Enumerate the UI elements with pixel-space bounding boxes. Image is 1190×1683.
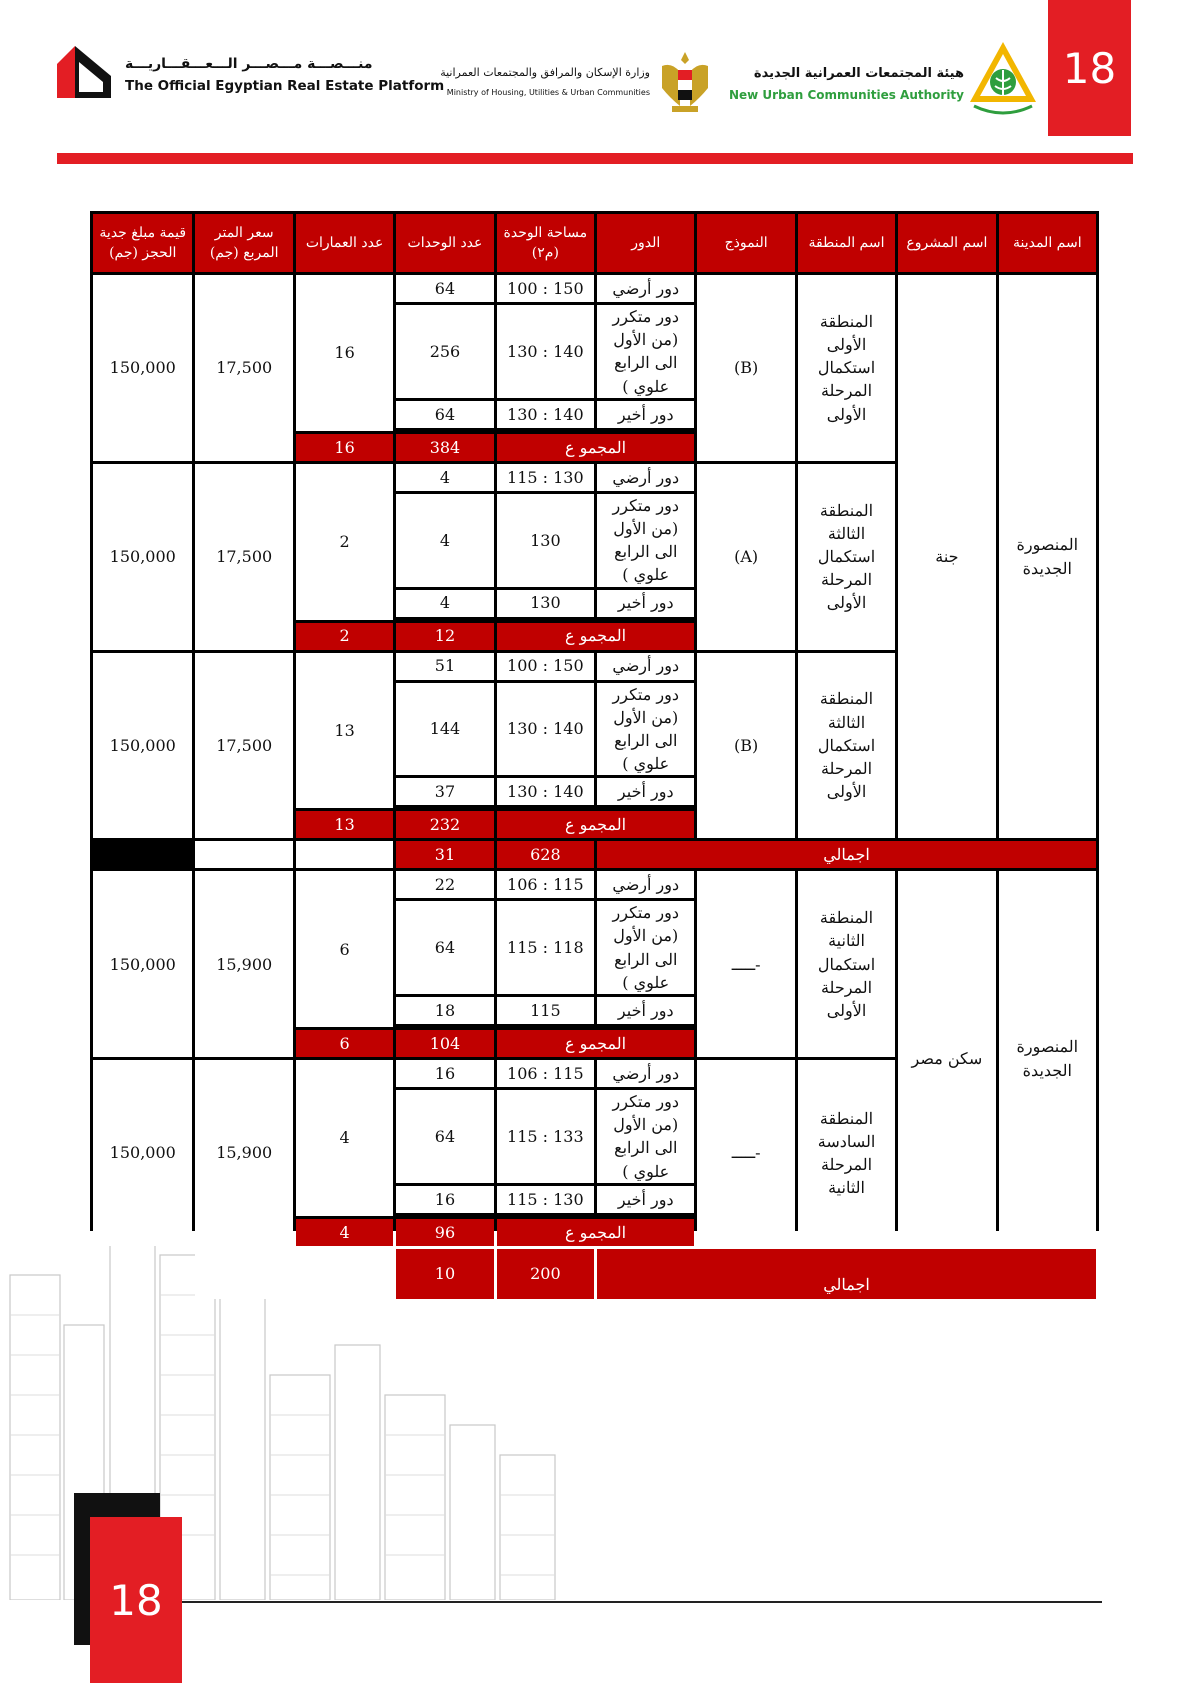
unit-area: 115 : 106 <box>497 871 594 898</box>
page-number-bottom: 18 <box>90 1517 182 1683</box>
subtotal-label: المجمو ع <box>497 1219 695 1246</box>
unit-count: 4 <box>396 494 493 587</box>
header-unit-area: مساحة الوحدة (م٢) <box>497 214 594 272</box>
unit-count: 144 <box>396 683 493 776</box>
grand-total-row <box>93 1249 1096 1299</box>
table-row <box>93 871 1096 898</box>
header-city: اسم المدينة <box>999 214 1096 272</box>
building-count: 6 <box>296 871 393 1027</box>
price-per-meter: 17,500 <box>195 464 292 650</box>
subtotal-label: المجمو ع <box>497 811 695 838</box>
floor-last: دور أخير <box>597 590 694 617</box>
subtotal-units: 96 <box>396 1219 493 1246</box>
nuca-logo <box>730 40 1040 120</box>
floor-last: دور أخير <box>597 1186 694 1213</box>
deposit: 150,000 <box>93 871 192 1057</box>
unit-area: 130 <box>497 494 594 587</box>
units-table <box>90 211 1099 1295</box>
ministry-name-ar: وزارة الإسكان والمرافق والمجتمعات العمرانية <box>440 66 650 79</box>
unit-area: 140 : 130 <box>497 305 594 398</box>
floor-ground: دور أرضي <box>597 653 694 680</box>
unit-count: 256 <box>396 305 493 398</box>
zone-name: المنطقة الثالثة استكمال المرحلة الأولى <box>798 464 895 650</box>
subtotal-label: المجمو ع <box>497 623 695 650</box>
ministry-logo <box>440 48 712 118</box>
floor-repeated: دور متكرر (من الأول الى الرابع علوي ) <box>597 1090 694 1183</box>
subtotal-label: المجمو ع <box>497 434 695 461</box>
grand-total-label: اجمالي <box>597 1249 1096 1299</box>
grand-total-units: 628 <box>497 841 594 868</box>
table-row <box>93 275 1096 302</box>
header-model: النموذج <box>697 214 794 272</box>
model: (B) <box>697 653 794 839</box>
unit-area: 150 : 100 <box>497 653 594 680</box>
unit-count: 51 <box>396 653 493 680</box>
unit-count: 18 <box>396 997 493 1024</box>
zone-name: المنطقة الثانية استكمال المرحلة الأولى <box>798 871 895 1057</box>
price-per-meter: 15,900 <box>195 1060 292 1246</box>
subtotal-label: المجمو ع <box>497 1030 695 1057</box>
unit-area: 130 : 115 <box>497 464 594 491</box>
subtotal-buildings: 13 <box>296 811 393 838</box>
nuca-name-ar: هيئة المجتمعات العمرانية الجديدة <box>753 66 964 81</box>
price-per-meter: 17,500 <box>195 275 292 461</box>
floor-repeated: دور متكرر (من الأول الى الرابع علوي ) <box>597 305 694 398</box>
subtotal-units: 12 <box>396 623 493 650</box>
header-floor: الدور <box>597 214 694 272</box>
subtotal-units: 384 <box>396 434 493 461</box>
subtotal-buildings: 6 <box>296 1030 393 1057</box>
floor-last: دور أخير <box>597 997 694 1024</box>
unit-area: 130 : 115 <box>497 1186 594 1213</box>
header-deposit: قيمة مبلغ جدية الحجز (جم) <box>93 214 192 272</box>
unit-count: 64 <box>396 401 493 428</box>
floor-repeated: دور متكرر (من الأول الى الرابع علوي ) <box>597 901 694 994</box>
egypt-eagle-icon <box>658 48 712 118</box>
floor-ground: دور أرضي <box>597 464 694 491</box>
floor-repeated: دور متكرر (من الأول الى الرابع علوي ) <box>597 494 694 587</box>
nuca-name-en: New Urban Communities Authority <box>728 88 964 102</box>
ministry-name-en: Ministry of Housing, Utilities & Urban Communities <box>446 88 650 97</box>
floor-ground: دور أرضي <box>597 275 694 302</box>
grand-total-label: اجمالي <box>597 841 1096 868</box>
unit-area: 140 : 130 <box>497 778 594 805</box>
header-divider <box>57 153 1133 164</box>
unit-area: 133 : 115 <box>497 1090 594 1183</box>
floor-ground: دور أرضي <box>597 1060 694 1087</box>
building-count: 16 <box>296 275 393 431</box>
unit-count: 16 <box>396 1060 493 1087</box>
zone-name: المنطقة السادسة المرحلة الثانية <box>798 1060 895 1246</box>
empty-cell <box>195 841 292 868</box>
unit-area: 140 : 130 <box>497 683 594 776</box>
unit-count: 64 <box>396 275 493 302</box>
unit-area: 115 <box>497 997 594 1024</box>
empty-cell <box>195 1249 292 1299</box>
grand-total-buildings: 31 <box>396 841 493 868</box>
unit-area: 130 <box>497 590 594 617</box>
deposit: 150,000 <box>93 1060 192 1246</box>
city-name: المنصورة الجديدة <box>999 871 1096 1246</box>
grand-total-buildings: 10 <box>396 1249 493 1299</box>
deposit: 150,000 <box>93 275 192 461</box>
platform-name-ar: منـــصـــة مـــصـــر الـــعـــقـــاريـــة <box>125 56 373 72</box>
unit-count: 37 <box>396 778 493 805</box>
header-unit-count: عدد الوحدات <box>396 214 493 272</box>
subtotal-units: 232 <box>396 811 493 838</box>
unit-area: 115 : 106 <box>497 1060 594 1087</box>
model: -ـــــ <box>697 1060 794 1246</box>
unit-area: 140 : 130 <box>497 401 594 428</box>
unit-count: 16 <box>396 1186 493 1213</box>
subtotal-units: 104 <box>396 1030 493 1057</box>
building-count: 4 <box>296 1060 393 1216</box>
unit-count: 22 <box>396 871 493 898</box>
floor-last: دور أخير <box>597 778 694 805</box>
zone-name: المنطقة الثالثة استكمال المرحلة الأولى <box>798 653 895 839</box>
floor-repeated: دور متكرر (من الأول الى الرابع علوي ) <box>597 683 694 776</box>
unit-area: 118 : 115 <box>497 901 594 994</box>
empty-cell <box>296 841 393 868</box>
platform-house-icon <box>57 46 111 98</box>
header-zone: اسم المنطقة <box>798 214 895 272</box>
platform-logo <box>57 46 445 106</box>
city-name: المنصورة الجديدة <box>999 275 1096 838</box>
project-name: جنة <box>898 275 995 838</box>
building-count: 2 <box>296 464 393 620</box>
header-price-per-meter: سعر المتر المربع (جم) <box>195 214 292 272</box>
model: -ـــــ <box>697 871 794 1057</box>
price-per-meter: 17,500 <box>195 653 292 839</box>
page-number-top: 18 <box>1048 0 1131 136</box>
zone-name: المنطقة الأولى استكمال المرحلة الأولى <box>798 275 895 461</box>
header-project: اسم المشروع <box>898 214 995 272</box>
unit-count: 64 <box>396 901 493 994</box>
project-name: سكن مصر <box>898 871 995 1246</box>
deposit: 150,000 <box>93 653 192 839</box>
unit-count: 4 <box>396 590 493 617</box>
model: (A) <box>697 464 794 650</box>
nuca-emblem-icon <box>968 40 1038 120</box>
model: (B) <box>697 275 794 461</box>
platform-name-en: The Official Egyptian Real Estate Platform <box>125 78 445 94</box>
unit-count: 64 <box>396 1090 493 1183</box>
unit-area: 150 : 100 <box>497 275 594 302</box>
floor-ground: دور أرضي <box>597 871 694 898</box>
subtotal-buildings: 2 <box>296 623 393 650</box>
subtotal-buildings: 16 <box>296 434 393 461</box>
grand-total-units: 200 <box>497 1249 594 1299</box>
header-building-count: عدد العمارات <box>296 214 393 272</box>
empty-cell <box>296 1249 393 1299</box>
grand-total-row <box>93 841 1096 868</box>
price-per-meter: 15,900 <box>195 871 292 1057</box>
subtotal-buildings: 4 <box>296 1219 393 1246</box>
footer-divider <box>182 1601 1102 1603</box>
unit-count: 4 <box>396 464 493 491</box>
deposit: 150,000 <box>93 464 192 650</box>
floor-last: دور أخير <box>597 401 694 428</box>
building-count: 13 <box>296 653 393 809</box>
